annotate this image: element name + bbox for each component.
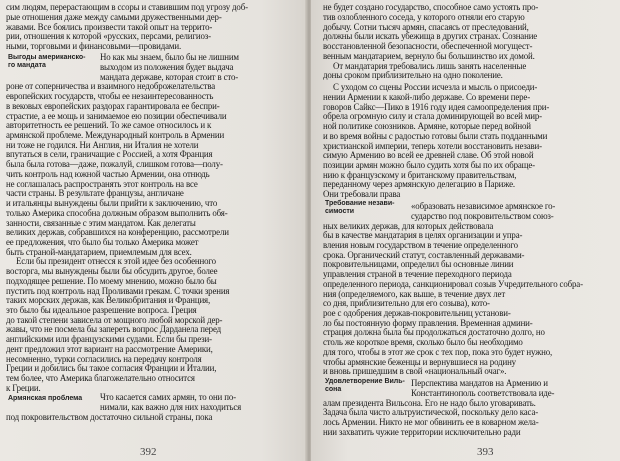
text-line: армянской проблеме. Международный контроль в Армении xyxy=(6,130,225,140)
text-line: покровительницами, определил бы основные линии xyxy=(323,259,514,269)
text-line: чтобы армянские беженцы и вернувшиеся на родину xyxy=(323,357,516,367)
side-note xyxy=(8,395,82,403)
text-line: Но как мы знаем, было бы не лишним xyxy=(100,52,239,62)
text-line: несомненно, турки согласились на передачу контроля xyxy=(6,354,202,364)
text-line: не соглашалась распространять этот контроль на все xyxy=(6,179,198,189)
left-page xyxy=(0,0,307,461)
text-line: Задача была чисто альтруистической, поскольку дело каса- xyxy=(323,407,539,417)
text-line: С уходом со сцены России исчезла и мысль о присоеди- xyxy=(333,82,538,92)
text-line: английскими или французскими судами. Если бы прези- xyxy=(6,334,212,344)
side-note xyxy=(8,54,86,70)
text-line: позиции армян можно было судить хотя бы по их обраще- xyxy=(323,160,535,170)
text-line: говоров Сайкс—Пико в 1916 году идея самоопределения при- xyxy=(323,102,550,112)
text-line: христианской империи, теперь хотели восстановить незави- xyxy=(323,141,542,151)
text-line: ных великих держав, для которых действовала xyxy=(323,221,494,231)
side-note-line: сона xyxy=(325,386,342,393)
text-line: рые отношения даже между самыми дружественными дер- xyxy=(6,12,222,22)
text-line: ной политике союзников. Армяне, которые перед войной xyxy=(323,121,531,131)
text-line: только Америка способна должным образом выполнить обя- xyxy=(6,208,228,218)
side-note-line: Удовлетворение Виль- xyxy=(325,378,405,385)
text-line: алам президента Вильсона. Его не надо было уговаривать. xyxy=(323,398,536,408)
text-line: страстие, а ее мощь и занимаемое ею позиции обеспечивали xyxy=(6,111,227,121)
text-line: и итальянцы вынуждены были прийти к заключению, что xyxy=(6,198,218,208)
text-line: нии захватить чужие территории исключительно ради xyxy=(323,427,521,437)
text-line: восторга, мы вынуждены были бы обсудить другое, более xyxy=(6,266,218,276)
side-note xyxy=(325,200,395,216)
text-line: это было бы идеальное разрешение вопроса. Греция xyxy=(6,305,197,315)
text-line: лось Армении. Никто не мог обвинить ее в коварном жела- xyxy=(323,417,539,427)
text-line: быть страной-мандатарием, приемлемым для всех. xyxy=(6,247,192,257)
page-number: 392 xyxy=(140,446,157,458)
text-line: венным мандатарием, вернуло бы большинство их домой. xyxy=(323,51,535,61)
text-line: определенного периода, санкционировал созыв Учредительного собра- xyxy=(323,279,583,289)
text-line: должны были искать убежища в других странах. Сознание xyxy=(323,31,538,41)
text-line: ния (определяемого, как выше, в течение двух лет xyxy=(323,289,506,299)
text-line: не будет создано государство, способное само устоять про- xyxy=(323,2,539,12)
text-line: Они требовали права xyxy=(323,189,401,199)
text-line: Греции и добились бы такое согласия Франции и Италии, xyxy=(6,363,217,373)
text-line: доны сроком приблизительно на одно поколение. xyxy=(323,70,503,80)
text-line: Что касается самих армян, то они по- xyxy=(100,392,236,402)
text-line: тив озлобленного соседа, у которого отняли его старую xyxy=(323,12,525,22)
side-note-line: Требование незави- xyxy=(325,200,395,207)
text-line: со дня, приблизительно для его созыва), кото- xyxy=(323,298,490,308)
text-line: нимали, как важно для них находиться xyxy=(100,402,242,412)
text-line: ни тоже не годился. Ни Англия, ни Италия не хотели xyxy=(6,140,199,150)
text-line: вления новым государством в течение определенного xyxy=(323,240,518,250)
text-line: занности, связанные с этим мандатом. Как делегаты xyxy=(6,218,196,228)
side-note-line: го мандата xyxy=(8,62,46,69)
text-line: под покровительством достаточно сильной страны, пока xyxy=(6,412,213,422)
text-line: дент предложил этот вариант на рассмотрение Америки, xyxy=(6,344,213,354)
text-line: пустить под контроль над Проливами грекам. С точки зрения xyxy=(6,286,230,296)
side-note xyxy=(325,378,405,394)
text-line: авторитетность ее решений. То же самое относилось и к xyxy=(6,120,212,130)
text-line: рии, отношения к которой «русских, персами, религиоз- xyxy=(6,31,211,41)
text-line: страция должна была бы продолжаться достаточно долго, но xyxy=(323,327,545,337)
text-line: в вековых европейских раздорах гарантировала ее беспри- xyxy=(6,101,220,111)
text-line: сим людям, перерастающим в ссоры и ставившим под угрозу доб- xyxy=(6,2,248,12)
text-line: столь же короткое время, сколько было бы необходимо xyxy=(323,337,523,347)
text-line: выходом из положения будет выдача xyxy=(100,62,234,72)
text-line: ее предложения, что было бы только Америка может xyxy=(6,237,199,247)
text-line: переданному через армянскую делегацию в Париже. xyxy=(323,179,515,189)
text-line: «образовать независимое армянское го- xyxy=(411,201,556,211)
text-line: таких морских держав, как Великобритания и Франция, xyxy=(6,295,211,305)
text-line: Если бы президент отнесся к этой идее без особенного xyxy=(16,256,216,266)
right-page xyxy=(311,0,620,461)
text-line: впутаться в сели, граничащие с Россией, а хотя Франция xyxy=(6,149,213,159)
text-line: управления страной в течение переходного периода xyxy=(323,269,512,279)
text-line: для того, чтобы в этот же срок с тех пор, пока это будет нужно, xyxy=(323,347,553,357)
text-line: срока. Органический статут, составленный державами- xyxy=(323,250,525,260)
text-line: мандата державе, которая стоит в сто- xyxy=(100,72,239,82)
text-line: к Греции. xyxy=(6,383,41,393)
text-line: ло бы постоянную форму правления. Временная админи- xyxy=(323,318,533,328)
text-line: европейских государств, чтобы ее незаинтересованность xyxy=(6,91,214,101)
text-line: тем более, что Америка благожелательно относится xyxy=(6,373,195,383)
text-line: бы в качестве мандатария в целях организации и упра- xyxy=(323,230,523,240)
text-line: нию к французскому и британскому правительствам, xyxy=(323,170,517,180)
text-line: Перспектива мандатов на Армению и xyxy=(411,378,548,388)
text-line: жавы, что не посмела бы запереть вопрос Дарданела перед xyxy=(6,324,222,334)
text-line: роне от соперничества и взаимного недоброжелательства xyxy=(6,81,216,91)
side-note-line: Выгоды американско- xyxy=(8,54,86,61)
text-line: симую Армению во всей ее древней славе. Об этой новой xyxy=(323,150,534,160)
side-note-line: симости xyxy=(325,208,355,215)
text-line: рое с одобрения держав-покровительниц установи- xyxy=(323,308,511,318)
text-line: добычу. Сотни тысяч армян, спасаясь от преследований, xyxy=(323,22,529,32)
text-line: чить контроль над южной частью Армении, она отнюдь xyxy=(6,169,210,179)
page-number: 393 xyxy=(477,446,494,458)
text-line: От мандатария требовались лишь занять населенные xyxy=(333,61,527,71)
text-line: Константинополь соответствовала иде- xyxy=(411,388,555,398)
text-line: и вновь пришедшим в свой «национальный очаг». xyxy=(323,366,507,376)
text-line: была была готова—даже, пожалуй, слишком готова—полу- xyxy=(6,159,223,169)
text-line: подходящее решение. По моему мнению, можно было бы xyxy=(6,276,217,286)
side-note-line: Армянская проблема xyxy=(8,395,83,402)
text-line: и во время войны с радостью готовы были стать подданными xyxy=(323,131,548,141)
text-line: жавами. Все боялись произвести такой опыт на террито- xyxy=(6,22,213,32)
text-line: нении Армении к какой-либо державе. Со времени пере- xyxy=(323,92,531,102)
text-line: до такой степени зависела от мощного любой морской дер- xyxy=(6,315,223,325)
text-line: великих держав, собравшихся на конференцию, рассмотрели xyxy=(6,227,229,237)
text-line: сударство под покровительством союз- xyxy=(411,211,554,221)
text-line: обрела огромную силу и стала доминирующей во всей мир- xyxy=(323,111,542,121)
text-line: восстановленной безопасности, обеспеченной могущест- xyxy=(323,41,533,51)
text-line: ными, торговыми и финансовыми—провидами. xyxy=(6,41,182,51)
text-line: части страны. В результате французы, англичане xyxy=(6,188,184,198)
